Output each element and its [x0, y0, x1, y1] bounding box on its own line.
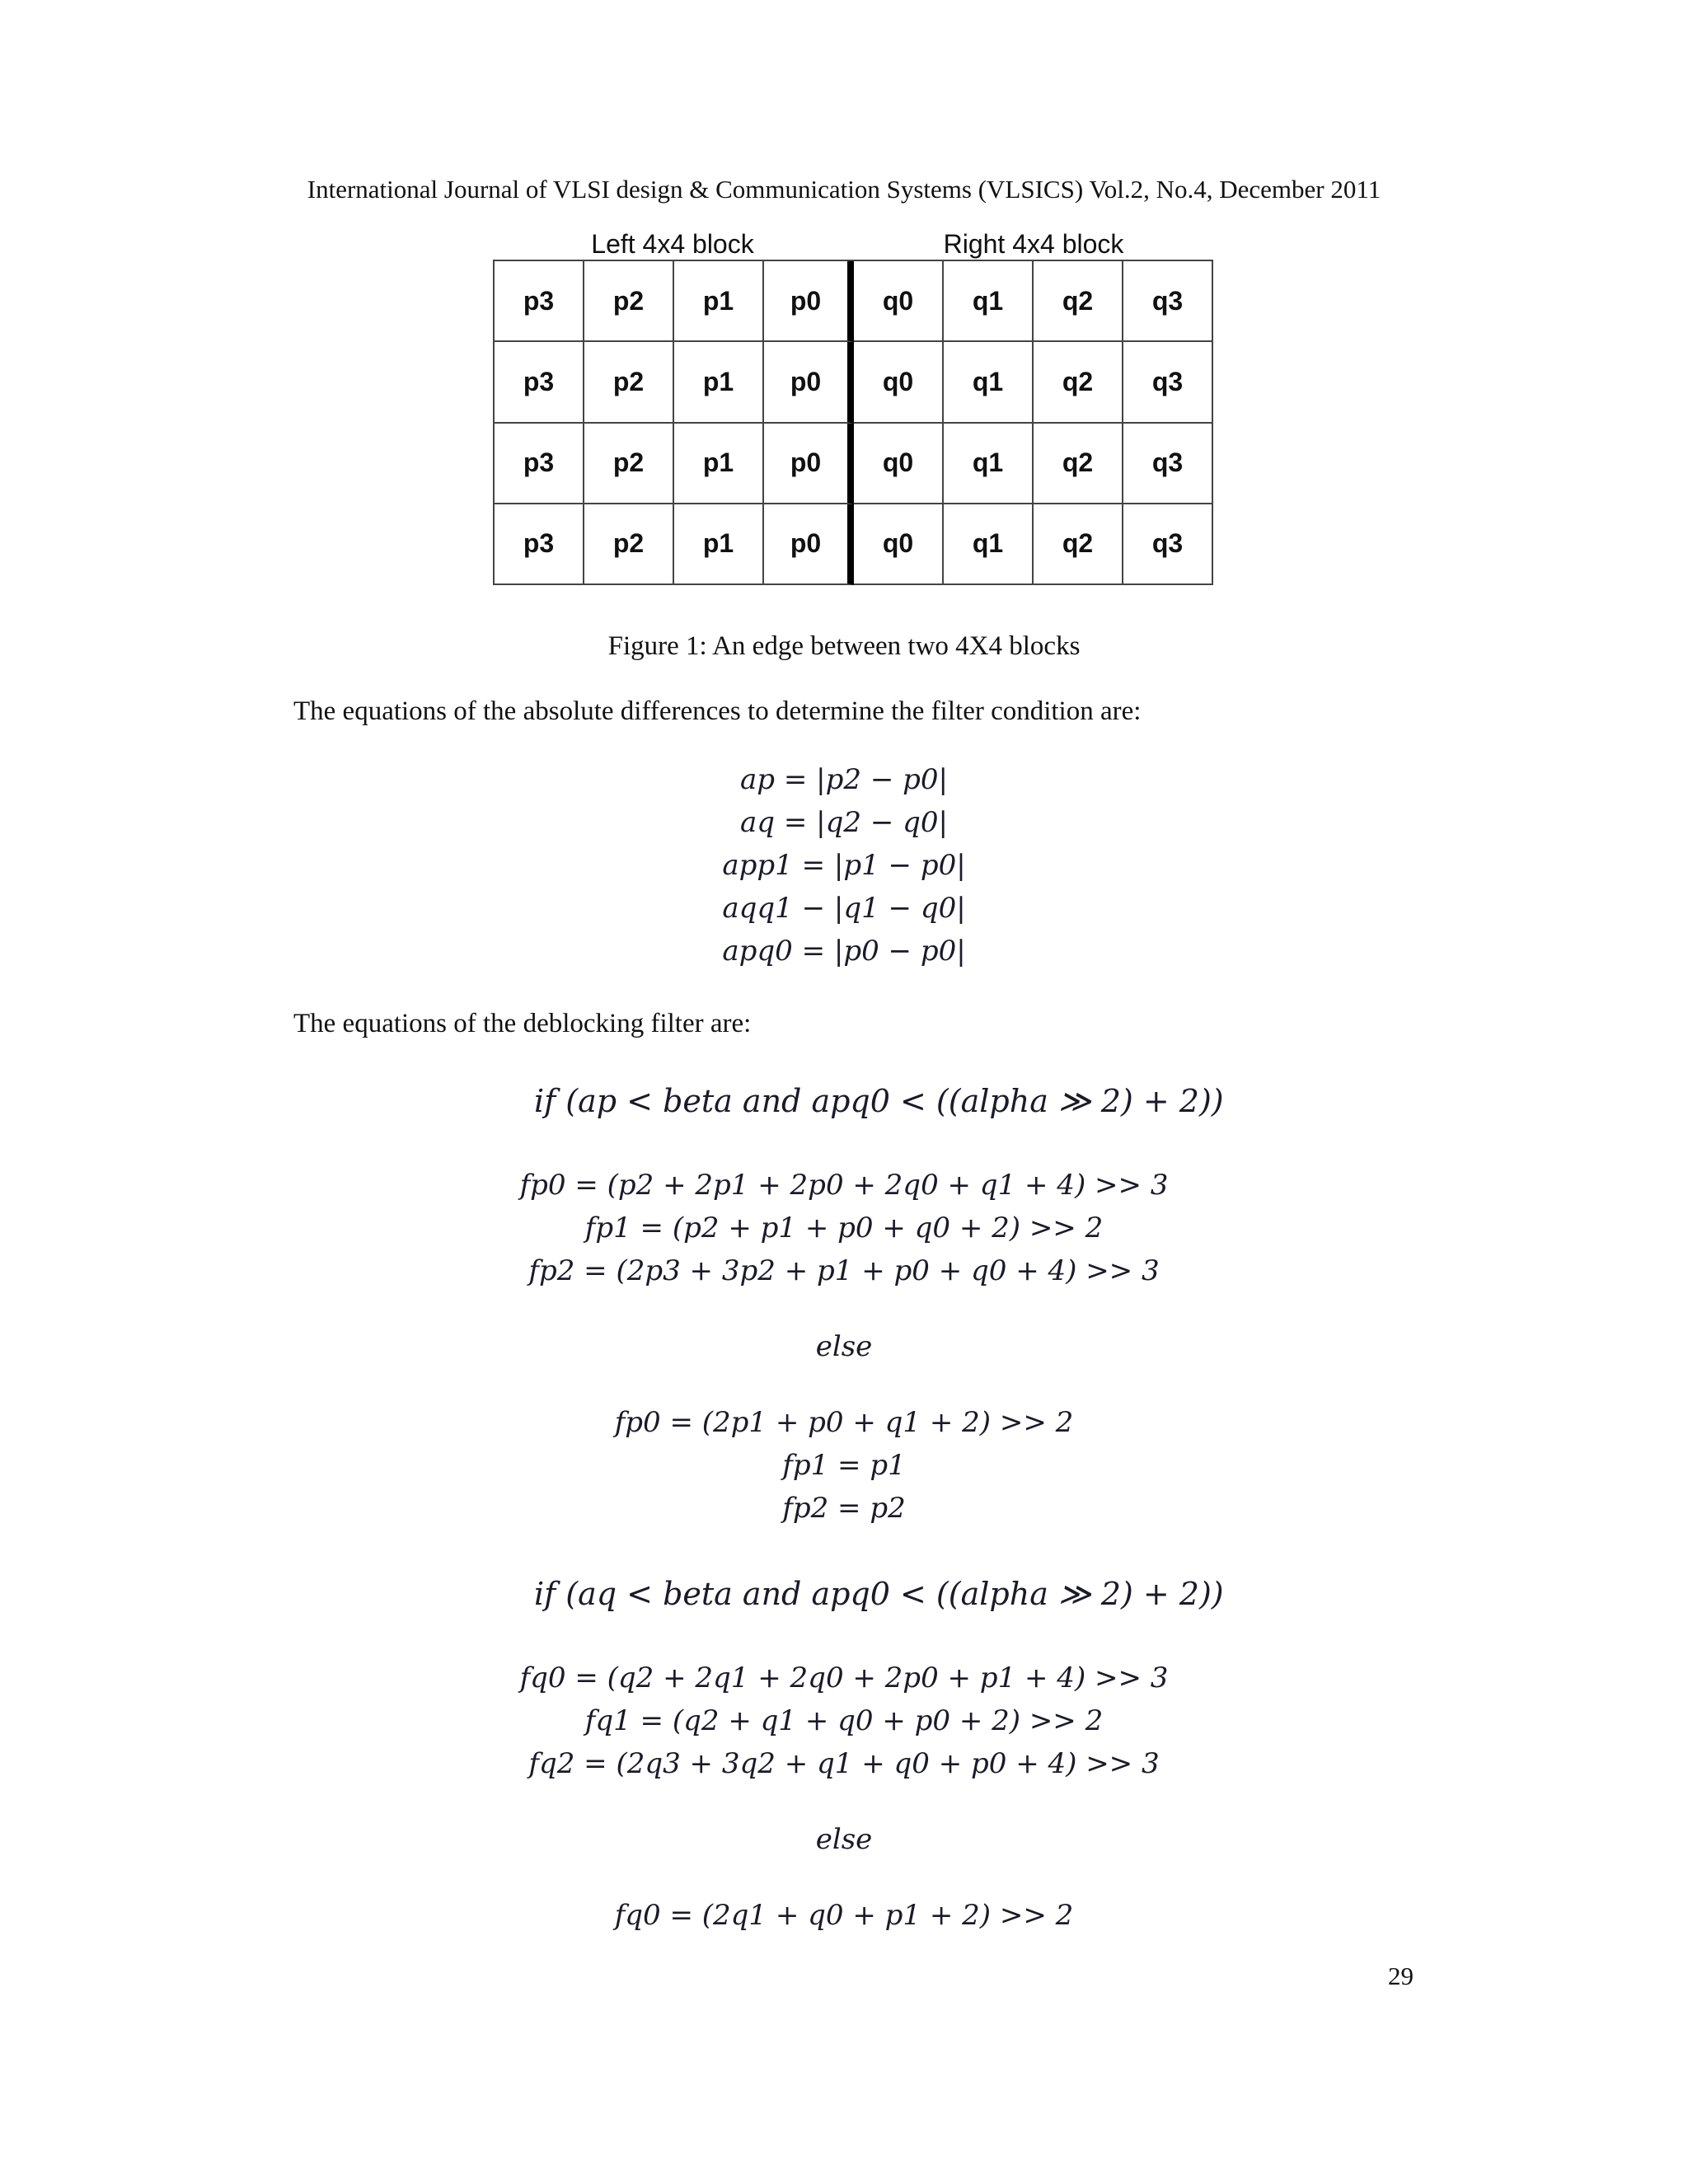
grid-cell-p0: p0 [764, 504, 854, 585]
grid-cell-q2: q2 [1034, 504, 1123, 585]
filter-p-condition: if (ap < beta and apq0 < ((alpha ≫ 2) + 2)) [534, 1083, 1224, 1119]
page-number: 29 [1388, 1961, 1414, 1990]
filter-q-else: else [815, 1823, 873, 1856]
grid-cell-q0: q0 [854, 342, 944, 423]
grid-cell-p3: p3 [495, 424, 584, 504]
filter-p-else-fp2: fp2 = p2 [782, 1492, 906, 1525]
pixel-block-grid [493, 260, 1213, 585]
grid-cell-p1: p1 [674, 504, 764, 585]
filter-p-else-fp0: fp0 = (2p1 + p0 + q1 + 2) >> 2 [614, 1406, 1074, 1439]
grid-cell-q1: q1 [944, 424, 1034, 504]
grid-cell-q0: q0 [854, 504, 944, 585]
right-block-label: Right 4x4 block [943, 229, 1124, 259]
filter-p-else-fp1: fp1 = p1 [782, 1449, 906, 1482]
figure-caption: Figure 1: An edge between two 4X4 blocks [607, 631, 1081, 661]
grid-cell-q1: q1 [944, 261, 1034, 342]
grid-cell-q3: q3 [1123, 261, 1213, 342]
grid-cell-q1: q1 [944, 342, 1034, 423]
grid-cell-p2: p2 [584, 261, 674, 342]
grid-cell-q0: q0 [854, 424, 944, 504]
grid-cell-q0: q0 [854, 261, 944, 342]
abs-equation-apq0: apq0 = |p0 − p0| [722, 935, 966, 968]
filter-q-condition: if (aq < beta and apq0 < ((alpha ≫ 2) + 2)) [534, 1576, 1224, 1612]
filter-intro: The equations of the deblocking filter are: [293, 1009, 752, 1038]
abs-diff-intro: The equations of the absolute differences to determine the filter condition are: [293, 696, 1142, 726]
abs-equation-app1: app1 = |p1 − p0| [722, 849, 966, 882]
grid-cell-p2: p2 [584, 504, 674, 585]
grid-cell-p1: p1 [674, 261, 764, 342]
grid-cell-p1: p1 [674, 424, 764, 504]
grid-cell-p0: p0 [764, 424, 854, 504]
grid-cell-p3: p3 [495, 261, 584, 342]
grid-cell-p3: p3 [495, 504, 584, 585]
grid-cell-q3: q3 [1123, 342, 1213, 423]
grid-cell-p3: p3 [495, 342, 584, 423]
grid-cell-p0: p0 [764, 261, 854, 342]
grid-cell-p1: p1 [674, 342, 764, 423]
filter-p-else: else [815, 1330, 873, 1363]
filter-p-fp2: fp2 = (2p3 + 3p2 + p1 + p0 + q0 + 4) >> 3 [528, 1254, 1160, 1287]
filter-q-fq1: fq1 = (q2 + q1 + q0 + p0 + 2) >> 2 [584, 1704, 1104, 1737]
journal-header: International Journal of VLSI design & Communication Systems (VLSICS) Vol.2, No.4, December 2011 [307, 175, 1381, 204]
grid-cell-q2: q2 [1034, 424, 1123, 504]
grid-cell-q3: q3 [1123, 424, 1213, 504]
grid-cell-q1: q1 [944, 504, 1034, 585]
grid-cell-q3: q3 [1123, 504, 1213, 585]
filter-q-else-fq0: fq0 = (2q1 + q0 + p1 + 2) >> 2 [614, 1899, 1074, 1932]
grid-cell-p2: p2 [584, 342, 674, 423]
filter-p-fp0: fp0 = (p2 + 2p1 + 2p0 + 2q0 + q1 + 4) >> 3 [519, 1169, 1169, 1202]
grid-cell-p2: p2 [584, 424, 674, 504]
abs-equation-aqq1: aqq1 − |q1 − q0| [722, 892, 966, 925]
filter-q-fq2: fq2 = (2q3 + 3q2 + q1 + q0 + p0 + 4) >> 3 [528, 1747, 1160, 1780]
grid-cell-q2: q2 [1034, 261, 1123, 342]
filter-q-fq0: fq0 = (q2 + 2q1 + 2q0 + 2p0 + p1 + 4) >> 3 [519, 1661, 1169, 1694]
left-block-label: Left 4x4 block [591, 229, 754, 259]
abs-equation-aq: aq = |q2 − q0| [740, 806, 948, 839]
abs-equation-ap: ap = |p2 − p0| [740, 763, 948, 796]
grid-cell-p0: p0 [764, 342, 854, 423]
filter-p-fp1: fp1 = (p2 + p1 + p0 + q0 + 2) >> 2 [584, 1212, 1104, 1244]
grid-cell-q2: q2 [1034, 342, 1123, 423]
